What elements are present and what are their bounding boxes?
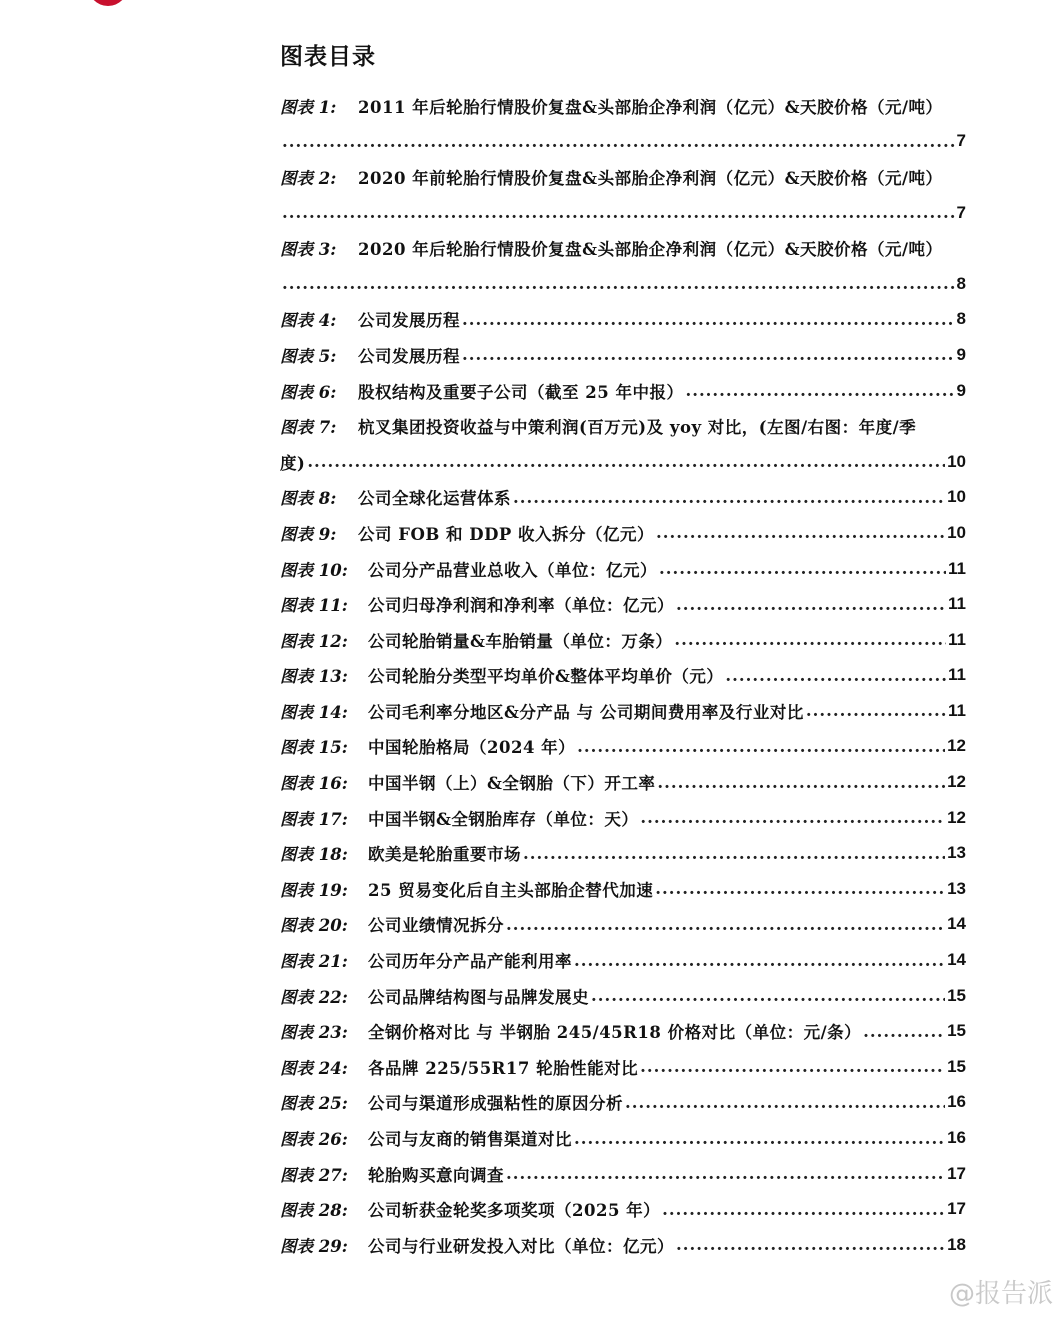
toc-entry[interactable]: [280, 871, 966, 907]
entry-label: 图表 21:: [280, 952, 348, 972]
entry-page-number: 7: [956, 202, 966, 222]
dot-leader: [640, 1057, 945, 1076]
dot-leader: [574, 951, 945, 970]
entry-page-number: 12: [947, 772, 966, 792]
entry-title: 中国轮胎格局（2024 年）: [368, 738, 576, 758]
entry-title: 全钢价格对比 与 半钢胎 245/45R18 价格对比（单位：元/条）: [368, 1023, 862, 1043]
toc-entry-continuation[interactable]: [280, 266, 966, 302]
dot-leader: [806, 701, 946, 720]
entry-title: 公司轮胎分类型平均单价&整体平均单价（元）: [368, 667, 724, 687]
toc-entry[interactable]: [280, 942, 966, 978]
entry-page-number: 13: [947, 843, 966, 863]
toc-entry[interactable]: [280, 1013, 966, 1049]
entry-label: 图表 12:: [280, 631, 348, 651]
entry-page-number: 15: [947, 985, 966, 1005]
entry-label: 图表 5:: [280, 346, 337, 366]
entry-label: 图表 15:: [280, 738, 348, 758]
entry-label: 图表 22:: [280, 987, 348, 1007]
entry-title: 欧美是轮胎重要市场: [368, 845, 521, 865]
entry-page-number: 11: [948, 700, 966, 720]
company-logo: [88, 0, 128, 6]
entry-page-number: 16: [947, 1128, 966, 1148]
toc-entry[interactable]: [280, 1191, 966, 1227]
entry-title: 公司与渠道形成强粘性的原因分析: [368, 1094, 623, 1114]
entry-label: 图表 17:: [280, 809, 348, 829]
entry-page-number: 8: [956, 273, 966, 293]
dot-leader: [513, 488, 945, 507]
toc-entry[interactable]: [280, 515, 966, 551]
watermark: @报告派: [948, 1279, 1053, 1309]
dot-leader: [523, 844, 945, 863]
entry-title: 公司毛利率分地区&分产品 与 公司期间费用率及行业对比: [368, 702, 804, 722]
entry-label: 图表 26:: [280, 1130, 348, 1150]
toc-entry[interactable]: [280, 337, 966, 373]
entry-label: 图表 3:: [280, 240, 337, 260]
entry-label: 图表 19:: [280, 880, 348, 900]
toc-entry[interactable]: [280, 480, 966, 516]
dot-leader: [659, 559, 946, 578]
toc-entry[interactable]: [280, 1049, 966, 1085]
entry-label: 图表 16:: [280, 774, 348, 794]
entry-title: 公司发展历程: [358, 346, 460, 366]
entry-page-number: 15: [947, 1056, 966, 1076]
dot-leader: [282, 274, 955, 293]
entry-page-number: 14: [947, 914, 966, 934]
toc-entry[interactable]: [280, 978, 966, 1014]
entry-title: 公司轮胎销量&车胎销量（单位：万条）: [368, 631, 673, 651]
table-of-figures: [280, 88, 966, 1263]
dot-leader: [640, 808, 945, 827]
entry-label: 图表 8:: [280, 489, 337, 509]
entry-page-number: 9: [956, 380, 966, 400]
dot-leader: [685, 381, 954, 400]
toc-entry[interactable]: [280, 764, 966, 800]
toc-entry[interactable]: [280, 658, 966, 694]
toc-entry[interactable]: [280, 88, 966, 124]
entry-title: 公司分产品营业总收入（单位：亿元）: [368, 560, 657, 580]
toc-entry[interactable]: [280, 1227, 966, 1263]
toc-entry-continuation[interactable]: [280, 195, 966, 231]
toc-entry[interactable]: [280, 551, 966, 587]
entry-label: 图表 25:: [280, 1094, 348, 1114]
entry-label: 图表 7:: [280, 418, 337, 438]
entry-title: 中国半钢（上）&全钢胎（下）开工率: [368, 774, 656, 794]
dot-leader: [591, 986, 945, 1005]
entry-label: 图表 18:: [280, 845, 348, 865]
dot-leader: [863, 1022, 945, 1041]
dot-leader: [657, 773, 945, 792]
entry-page-number: 17: [947, 1199, 966, 1219]
entry-page-number: 7: [956, 131, 966, 151]
entry-title: 公司归母净利润和净利率（单位：亿元）: [368, 596, 674, 616]
toc-entry[interactable]: [280, 373, 966, 409]
toc-entry[interactable]: [280, 408, 966, 444]
entry-title-continuation: 度): [280, 453, 306, 473]
entry-title: 公司斩获金轮奖多项奖项（2025 年）: [368, 1201, 661, 1221]
entry-label: 图表 6:: [280, 382, 337, 402]
entry-page-number: 11: [948, 594, 966, 614]
entry-page-number: 16: [947, 1092, 966, 1112]
entry-title: 公司全球化运营体系: [358, 489, 511, 509]
entry-title: 轮胎购买意向调查: [368, 1165, 504, 1185]
dot-leader: [307, 452, 945, 471]
entry-label: 图表 4:: [280, 311, 337, 331]
entry-page-number: 11: [948, 558, 966, 578]
entry-title: 股权结构及重要子公司（截至 25 年中报）: [358, 382, 684, 402]
entry-title: 中国半钢&全钢胎库存（单位：天）: [368, 809, 639, 829]
entry-title: 各品牌 225/55R17 轮胎性能对比: [368, 1058, 639, 1078]
toc-entry-continuation[interactable]: [280, 124, 966, 160]
toc-entry[interactable]: [280, 693, 966, 729]
dot-leader: [282, 203, 955, 222]
entry-page-number: 13: [947, 878, 966, 898]
dot-leader: [676, 1235, 945, 1254]
entry-title: 公司品牌结构图与品牌发展史: [368, 987, 589, 1007]
dot-leader: [282, 132, 955, 151]
entry-title: 公司业绩情况拆分: [368, 916, 504, 936]
entry-label: 图表 13:: [280, 667, 348, 687]
entry-title: 公司与友商的销售渠道对比: [368, 1130, 572, 1150]
dot-leader: [462, 345, 955, 364]
toc-entry[interactable]: [280, 159, 966, 195]
toc-entry[interactable]: [280, 302, 966, 338]
dot-leader: [725, 666, 946, 685]
dot-leader: [656, 523, 945, 542]
toc-entry[interactable]: [280, 230, 966, 266]
toc-entry[interactable]: [280, 1120, 966, 1156]
entry-title: 公司历年分产品产能利用率: [368, 952, 572, 972]
dot-leader: [674, 630, 946, 649]
dot-leader: [655, 879, 945, 898]
toc-entry-continuation[interactable]: [280, 444, 966, 480]
entry-page-number: 8: [956, 309, 966, 329]
entry-page-number: 11: [948, 665, 966, 685]
entry-title: 公司与行业研发投入对比（单位：亿元）: [368, 1236, 674, 1256]
toc-entry[interactable]: [280, 586, 966, 622]
entry-page-number: 14: [947, 950, 966, 970]
entry-label: 图表 20:: [280, 916, 348, 936]
entry-title: 2011 年后轮胎行情股价复盘&头部胎企净利润（亿元）&天胶价格（元/吨）: [358, 97, 943, 117]
entry-title: 2020 年前轮胎行情股价复盘&头部胎企净利润（亿元）&天胶价格（元/吨）: [358, 168, 943, 188]
entry-page-number: 17: [947, 1163, 966, 1183]
entry-label: 图表 1:: [280, 97, 337, 117]
entry-label: 图表 9:: [280, 524, 337, 544]
entry-label: 图表 10:: [280, 560, 348, 580]
entry-title: 公司 FOB 和 DDP 收入拆分（亿元）: [358, 524, 655, 544]
dot-leader: [676, 595, 946, 614]
dot-leader: [662, 1200, 945, 1219]
entry-title: 2020 年后轮胎行情股价复盘&头部胎企净利润（亿元）&天胶价格（元/吨）: [358, 240, 943, 260]
dot-leader: [462, 310, 955, 329]
entry-title: 公司发展历程: [358, 311, 460, 331]
dot-leader: [574, 1129, 945, 1148]
entry-label: 图表 2:: [280, 168, 337, 188]
dot-leader: [506, 915, 945, 934]
entry-title: 25 贸易变化后自主头部胎企替代加速: [368, 880, 654, 900]
entry-label: 图表 27:: [280, 1165, 348, 1185]
entry-label: 图表 29:: [280, 1236, 348, 1256]
entry-label: 图表 28:: [280, 1201, 348, 1221]
dot-leader: [625, 1093, 945, 1112]
entry-page-number: 18: [947, 1234, 966, 1254]
toc-entry[interactable]: [280, 622, 966, 658]
entry-page-number: 12: [947, 736, 966, 756]
entry-label: 图表 14:: [280, 702, 348, 722]
entry-page-number: 15: [947, 1021, 966, 1041]
entry-page-number: 9: [956, 344, 966, 364]
dot-leader: [577, 737, 945, 756]
toc-entry[interactable]: [280, 800, 966, 836]
toc-entry[interactable]: [280, 835, 966, 871]
dot-leader: [506, 1164, 945, 1183]
entry-label: 图表 24:: [280, 1058, 348, 1078]
entry-label: 图表 11:: [280, 596, 348, 616]
toc-entry[interactable]: [280, 907, 966, 943]
entry-page-number: 10: [947, 487, 966, 507]
entry-label: 图表 23:: [280, 1023, 348, 1043]
entry-title: 杭叉集团投资收益与中策利润(百万元)及 yoy 对比，(左图/右图：年度/季: [358, 418, 917, 438]
toc-entry[interactable]: [280, 1156, 966, 1192]
entry-page-number: 12: [947, 807, 966, 827]
page-title: 图表目录: [280, 43, 376, 70]
toc-entry[interactable]: [280, 729, 966, 765]
entry-page-number: 10: [947, 522, 966, 542]
entry-page-number: 11: [948, 629, 966, 649]
toc-entry[interactable]: [280, 1085, 966, 1121]
entry-page-number: 10: [947, 451, 966, 471]
